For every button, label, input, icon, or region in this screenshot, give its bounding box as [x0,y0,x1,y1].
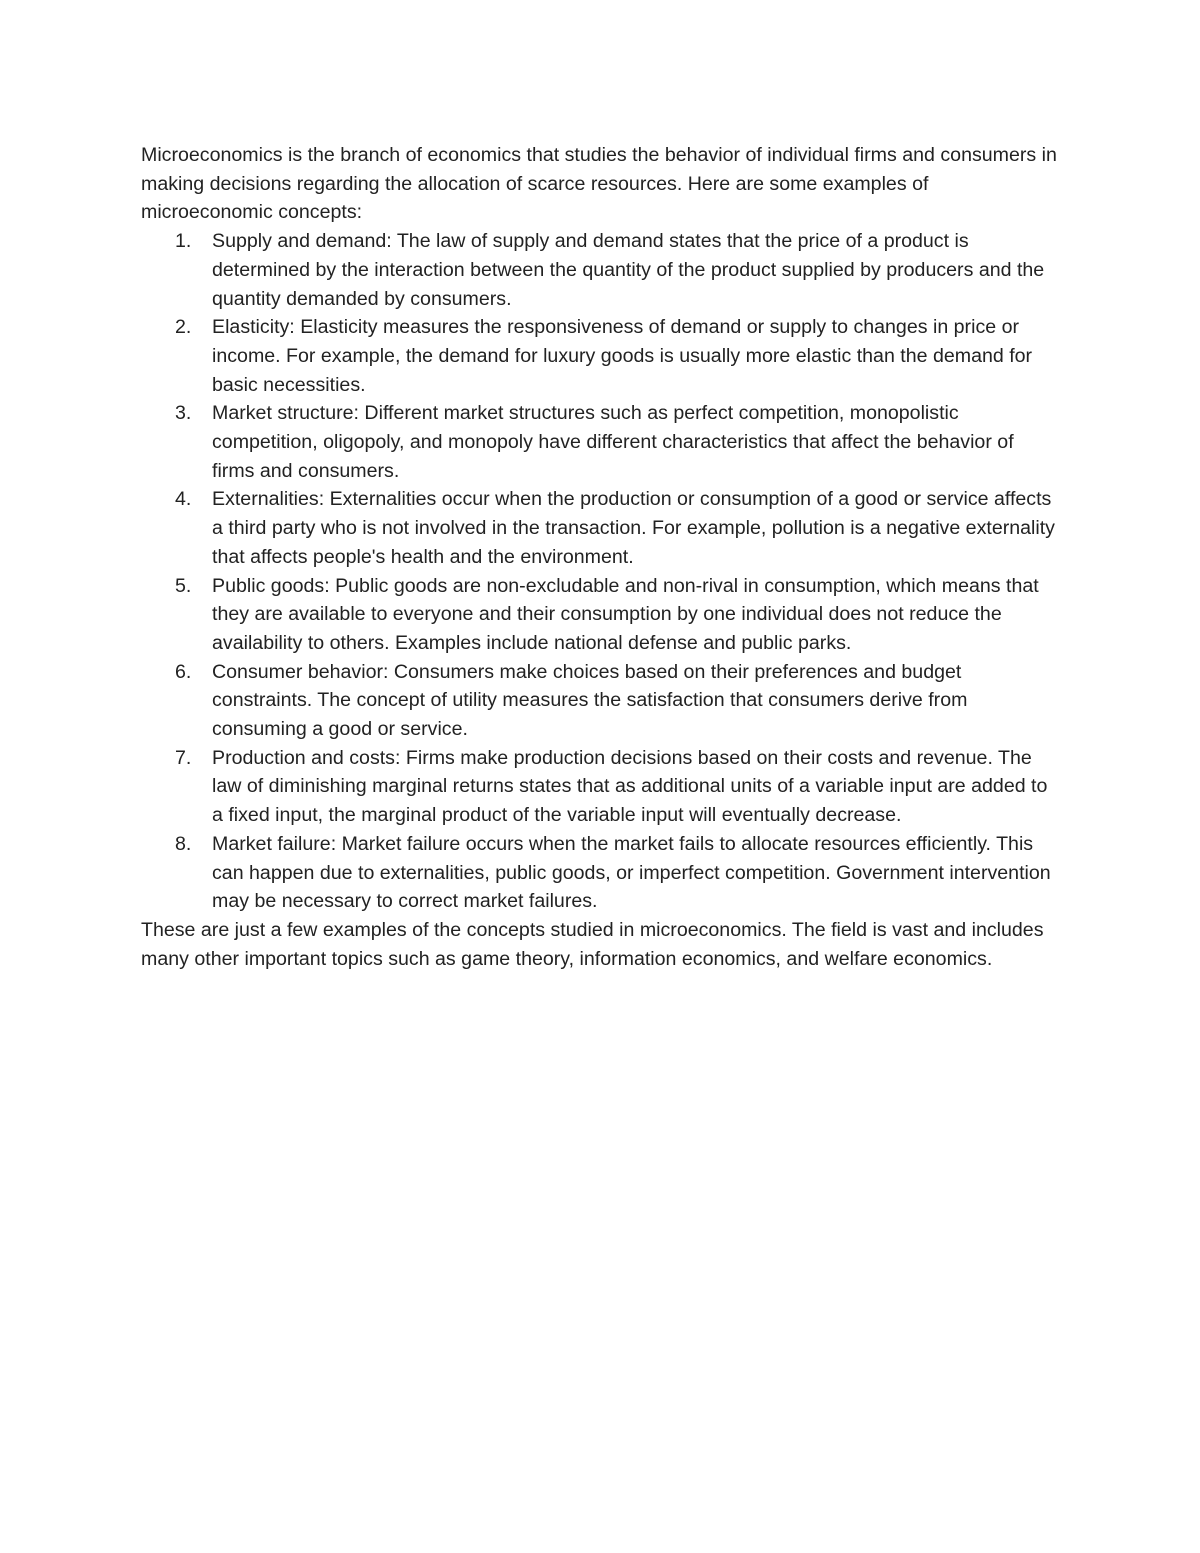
list-item-number: 5. [175,574,192,597]
list-item-text: Market structure: Different market structures such as perfect competition, monopolistic competition, oligopoly, and monopoly have different characteristics that affect the behavior of firms and consumers. [212,402,1014,482]
list-item-text: Production and costs: Firms make production decisions based on their costs and revenue. The law of diminishing marginal returns states that as additional units of a variable input are added to a fixed input, the marginal product of the variable input will eventually decrease. [212,746,1048,827]
list-item-number: 7. [175,746,192,769]
concepts-list [141,227,1059,916]
list-item [141,227,1059,313]
list-item [141,658,1059,744]
list-item-number: 6. [175,660,192,683]
list-item-text: Supply and demand: The law of supply and demand states that the price of a product is determined by the interaction between the quantity of the product supplied by producers and the quantity demanded by consumers. [212,230,1045,310]
list-item [141,744,1059,830]
list-item-number: 4. [175,488,192,511]
document-body [141,141,1059,973]
list-item-text: Consumer behavior: Consumers make choices based on their preferences and budget constraints. The concept of utility measures the satisfaction that consumers derive from consuming a good or service. [212,660,968,741]
conclusion-paragraph: These are just a few examples of the concepts studied in microeconomics. The field is vast and includes many other important topics such as game theory, information economics, and welfare economics. [141,918,1044,970]
list-item-number: 8. [175,832,192,855]
list-item-number: 3. [175,402,192,425]
list-item [141,313,1059,399]
list-item [141,399,1059,485]
list-item-text: Market failure: Market failure occurs when the market fails to allocate resources efficiently. This can happen due to externalities, public goods, or imperfect competition. Government intervention may be necessary to correct market failures. [212,832,1051,913]
list-item-text: Public goods: Public goods are non-excludable and non-rival in consumption, which means that they are available to everyone and their consumption by one individual does not reduce the availability to others. Examples include national defense and public parks. [212,574,1039,654]
list-item-number: 2. [175,316,192,339]
intro-paragraph: Microeconomics is the branch of economics that studies the behavior of individual firms and consumers in making decisions regarding the allocation of scarce resources. Here are some examples of microeconomic concepts: [141,144,1057,224]
list-item-text: Elasticity: Elasticity measures the responsiveness of demand or supply to changes in price or income. For example, the demand for luxury goods is usually more elastic than the demand for basic necessities. [212,316,1033,396]
list-item [141,572,1059,658]
list-item [141,830,1059,916]
list-item-number: 1. [175,230,192,253]
list-item-text: Externalities: Externalities occur when the production or consumption of a good or service affects a third party who is not involved in the transaction. For example, pollution is a negative externality that affects people's health and the environment. [212,488,1055,568]
list-item [141,485,1059,571]
